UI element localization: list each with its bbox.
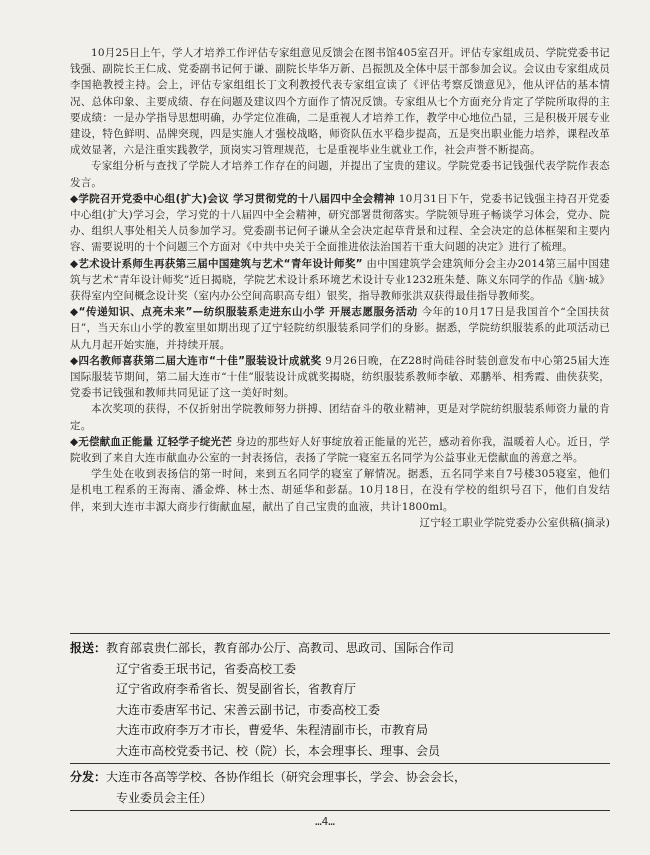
news-body: 9月26日晚，在Z28时尚硅谷时装创意发布中心第25届大连国际服装节期间，第二届大连市“十佳”服装设计成就奖揭晓，纺织服装系教师李敏、邓鹏举、相秀霞、曲侠获奖，党委书记钱强和教师共同见证了这一美好时刻。 xyxy=(70,354,611,400)
report-line: 报送：教育部袁贵仁部长，教育部办公厅、高教司、思政司、国际合作司 xyxy=(70,641,455,655)
news-title: ◆“传递知识、点亮未来”—纺织服装系走进东山小学 开展志愿服务活动 xyxy=(70,306,418,319)
divider-bottom xyxy=(70,810,610,811)
fashion-award-paragraph-2: 本次奖项的获得，不仅折射出学院教师努力拼搏、团结奋斗的敬业精神，更是对学院纺织服装系师资力量的肯定。 xyxy=(70,403,610,432)
news-body: 身边的那些好人好事绽放着正能量的光芒，感动着你我，温暖着人心。近日，学院收到了来自大连市献血办公室的一封表扬信，表扬了学院一寝室五名同学为公益事业无偿献血的善意之举。 xyxy=(70,435,610,465)
news-item-design-award xyxy=(70,256,610,305)
distribute-line: 专业委员会主任） xyxy=(116,790,213,805)
evaluation-paragraph: 10月25日上午，学人才培养工作评估专家组意见反馈会在图书馆405室召开。评估专家组成员、学院党委书记钱强、副院长王仁成、党委副书记何于谦、副院长毕华万新、吕振凯及全体中层干部参加会议。会议由专家组成员李国艳教授主持。会上，评估专家组组长丁文利教授代表专家组宣读了《评估考察反馈意见》，他从评估的基本情况、总体印象、主要成绩、存在问题及建议四个方面作了情况反馈。专家组从七个方面充分肯定了学院所取得的主要成绩：一是办学指导思想明确，办学定位准确，二是重视人才培养工作，教学中心地位凸显，三是积极开展专业建设，特色鲜明、品牌突现，四是实施人才强校战略，师资队伍水平稳步提高，五是突出职业能力培养，课程改革成效显著，六是注重实践教学，顶岗实习管理规范，七是重视毕业生就业工作，社会声誉不断提高。 xyxy=(70,47,610,157)
divider-middle xyxy=(70,763,610,764)
news-title: ◆无偿献血正能量 辽轻学子绽光芒 xyxy=(70,435,232,448)
report-line: 大连市委唐军书记、宋善云副书记，市委高校工委 xyxy=(116,702,381,717)
report-to-block xyxy=(70,638,615,761)
news-item-blood-donation xyxy=(70,434,610,466)
news-item-volunteer xyxy=(70,304,610,353)
report-label: 报送： xyxy=(70,641,107,655)
distribute-to-block xyxy=(70,767,615,808)
report-line: 大连市政府李万才市长，曹爱华、朱程清副市长，市教育局 xyxy=(116,723,429,737)
divider-top xyxy=(70,633,610,634)
news-body: 今年的10月17日是我国首个“全国扶贫日”，当天东山小学的教室里如期出现了辽宁轻院纺织服装系同学们的身影。据悉，学院纺织服装系的此项活动已从九月起开始实施，并持续开展。 xyxy=(70,306,610,351)
distribute-line: 分发：大连市各高等学校、各协作组长（研究会理事长，学会、协会会长， xyxy=(70,770,467,784)
news-body: 由中国建筑学会建筑师分会主办2014第三届中国建筑与艺术“青年设计师奖”近日揭晓，学院艺术设计系环境艺术设计专业1232班朱楚、陈义东同学的作品《脑·城》获得室内空间概念设计奖（室内办公空间高职高专组）银奖，指导教师张洪双获得最佳指导教师奖。 xyxy=(70,257,610,303)
news-body: 学生处在收到表扬信的第一时间，来到五名同学的寝室了解情况。据悉，五名同学来自7号楼305寝室，他们是机电工程系的王海南、潘金烨、林士杰、胡延华和彭磊。10月18日，在没有学校的组织号召下，他们自发结伴，来到大连市丰源大商步行街献血屋，献出了自己宝贵的血液，共计1800ml。 xyxy=(70,468,610,513)
report-line: 辽宁省委王珉书记，省委高校工委 xyxy=(116,661,297,676)
news-item-party-meeting xyxy=(70,191,610,256)
news-title: ◆四名教师喜获第二届大连市“十佳”服装设计成就奖 xyxy=(70,354,322,367)
article-body xyxy=(70,45,610,531)
news-title: ◆艺术设计系师生再获第三届中国建筑与艺术“青年设计师奖” xyxy=(70,257,363,270)
distribute-label: 分发： xyxy=(70,770,107,784)
report-line: 辽宁省政府李希省长、贺旻副省长，省教育厅 xyxy=(116,682,357,696)
news-title: ◆学院召开党委中心组(扩大)会议 学习贯彻党的十八届四中全会精神 xyxy=(70,192,396,205)
evaluation-paragraph-2: 专家组分析与查找了学院人才培养工作存在的问题，并提出了宝贵的建议。学院党委书记钱强代表学院作表态发言。 xyxy=(70,160,610,189)
report-line: 大连市高校党委书记、校（院）长，本会理事长、理事、会员 xyxy=(116,743,441,758)
news-body: 10月31日下午，党委书记钱强主持召开党委中心组(扩大)学习会，学习党的十八届四中全会精神，研究部署贯彻落实。学院领导班子畅谈学习体会，党办、院办、组织人事处相关人员参加学习。党委副书记何子谦从全会决定起草背景和过程、全会决定的总体框架和主要内容、需要说明的十个问题三个方面对《中共中央关于全面推进依法治国若干重大问题的决定》进行了梳理。 xyxy=(70,192,611,254)
page-number: …4… xyxy=(315,815,335,828)
blood-donation-paragraph-2 xyxy=(70,466,610,529)
news-item-fashion-award xyxy=(70,353,610,402)
source-credit: 辽宁轻工职业学院党委办公室供稿(摘录) xyxy=(419,516,610,529)
